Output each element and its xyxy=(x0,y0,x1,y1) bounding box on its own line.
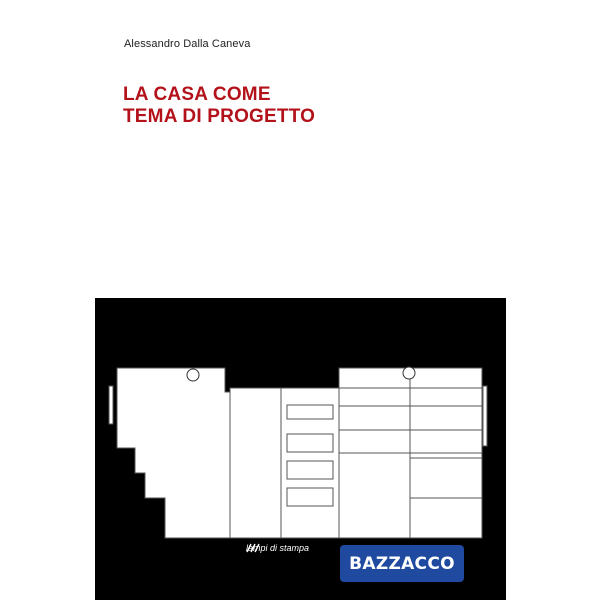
author-name: Alessandro Dalla Caneva xyxy=(124,38,251,50)
title-line-1: LA CASA COME xyxy=(123,84,271,105)
book-title xyxy=(123,84,315,128)
store-badge xyxy=(340,545,464,582)
publisher-name: lampi di stampa xyxy=(246,543,310,553)
title-line-2: TEMA DI PROGETTO xyxy=(123,106,316,127)
publisher-mark-icon xyxy=(246,543,260,553)
publisher-logo xyxy=(246,543,309,553)
store-badge-label: BAZZACCO xyxy=(349,553,455,574)
